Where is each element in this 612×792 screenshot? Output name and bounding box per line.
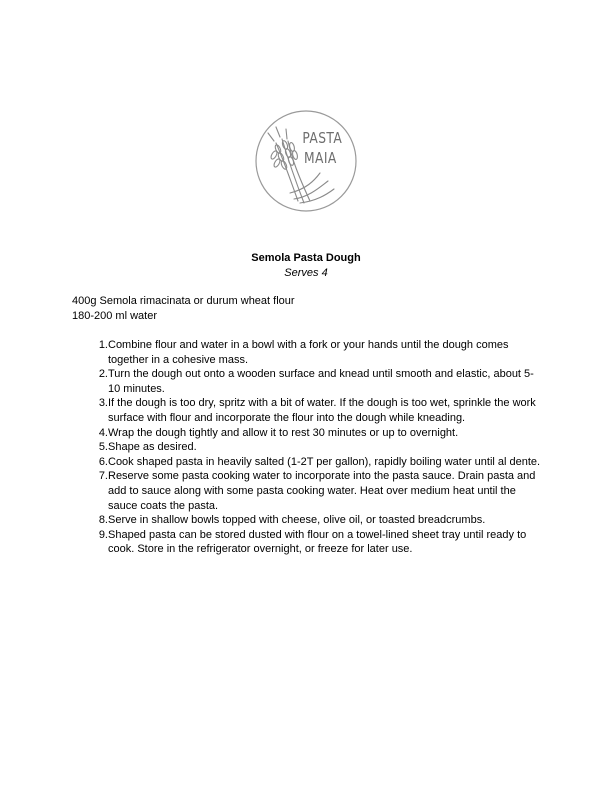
step-number: 5. [98, 441, 108, 454]
step-number: 8. [98, 514, 108, 527]
step-number: 9. [98, 528, 108, 541]
step-number: 6. [98, 455, 108, 468]
step-number: 1. [98, 339, 108, 351]
step-text: Wrap the dough tightly and allow it to rest 30 minutes or up to overnight. [108, 426, 459, 439]
step-text: Shape as desired. [108, 441, 197, 454]
ingredient-item: 400g Semola rimacinata or durum wheat flour [72, 295, 295, 307]
logo-graphic [254, 109, 358, 213]
step-item [72, 426, 542, 441]
step-number: 7. [98, 470, 108, 483]
step-text: If the dough is too dry, spritz with a bit of water. If the dough is too wet, sprinkle the work surface with flour and incorporate the flour into the dough while kneading. [108, 397, 536, 424]
step-number: 2. [98, 368, 108, 381]
step-number: 4. [98, 426, 108, 439]
step-item [72, 513, 542, 528]
step-item [72, 367, 542, 396]
recipe-serves: Serves 4 [284, 267, 328, 279]
step-list [72, 338, 542, 557]
step-text: Cook shaped pasta in heavily salted (1-2T per gallon), rapidly boiling water until al dente. [108, 455, 541, 468]
logo-text-line2: MAIA [304, 149, 337, 168]
step-text: Turn the dough out onto a wooden surface and knead until smooth and elastic, about 5-10 minutes. [108, 368, 534, 395]
step-item [72, 440, 542, 455]
step-text: Combine flour and water in a bowl with a fork or your hands until the dough comes together in a cohesive mass. [108, 339, 509, 366]
step-text: Serve in shallow bowls topped with cheese, olive oil, or toasted breadcrumbs. [108, 514, 486, 527]
step-item [72, 338, 542, 367]
step-item [72, 455, 542, 470]
recipe-title: Semola Pasta Dough [251, 252, 361, 264]
ingredient-item: 180-200 ml water [72, 310, 157, 322]
step-text: Shaped pasta can be stored dusted with flour on a towel-lined sheet tray until ready to cook. Store in the refrigerator overnight, or freeze for later use. [108, 528, 527, 556]
logo-text-line1: PASTA [302, 129, 343, 148]
step-item [72, 396, 542, 425]
step-item [72, 528, 542, 557]
step-text: Reserve some pasta cooking water to incorporate into the pasta sauce. Drain pasta and add to sauce along with some pasta cooking water. Heat over medium heat until the sauce coats the pasta. [108, 470, 536, 512]
pasta-maia-logo [254, 109, 358, 213]
step-number: 3. [98, 397, 108, 410]
ingredient-list [72, 294, 295, 324]
step-item [72, 469, 542, 513]
